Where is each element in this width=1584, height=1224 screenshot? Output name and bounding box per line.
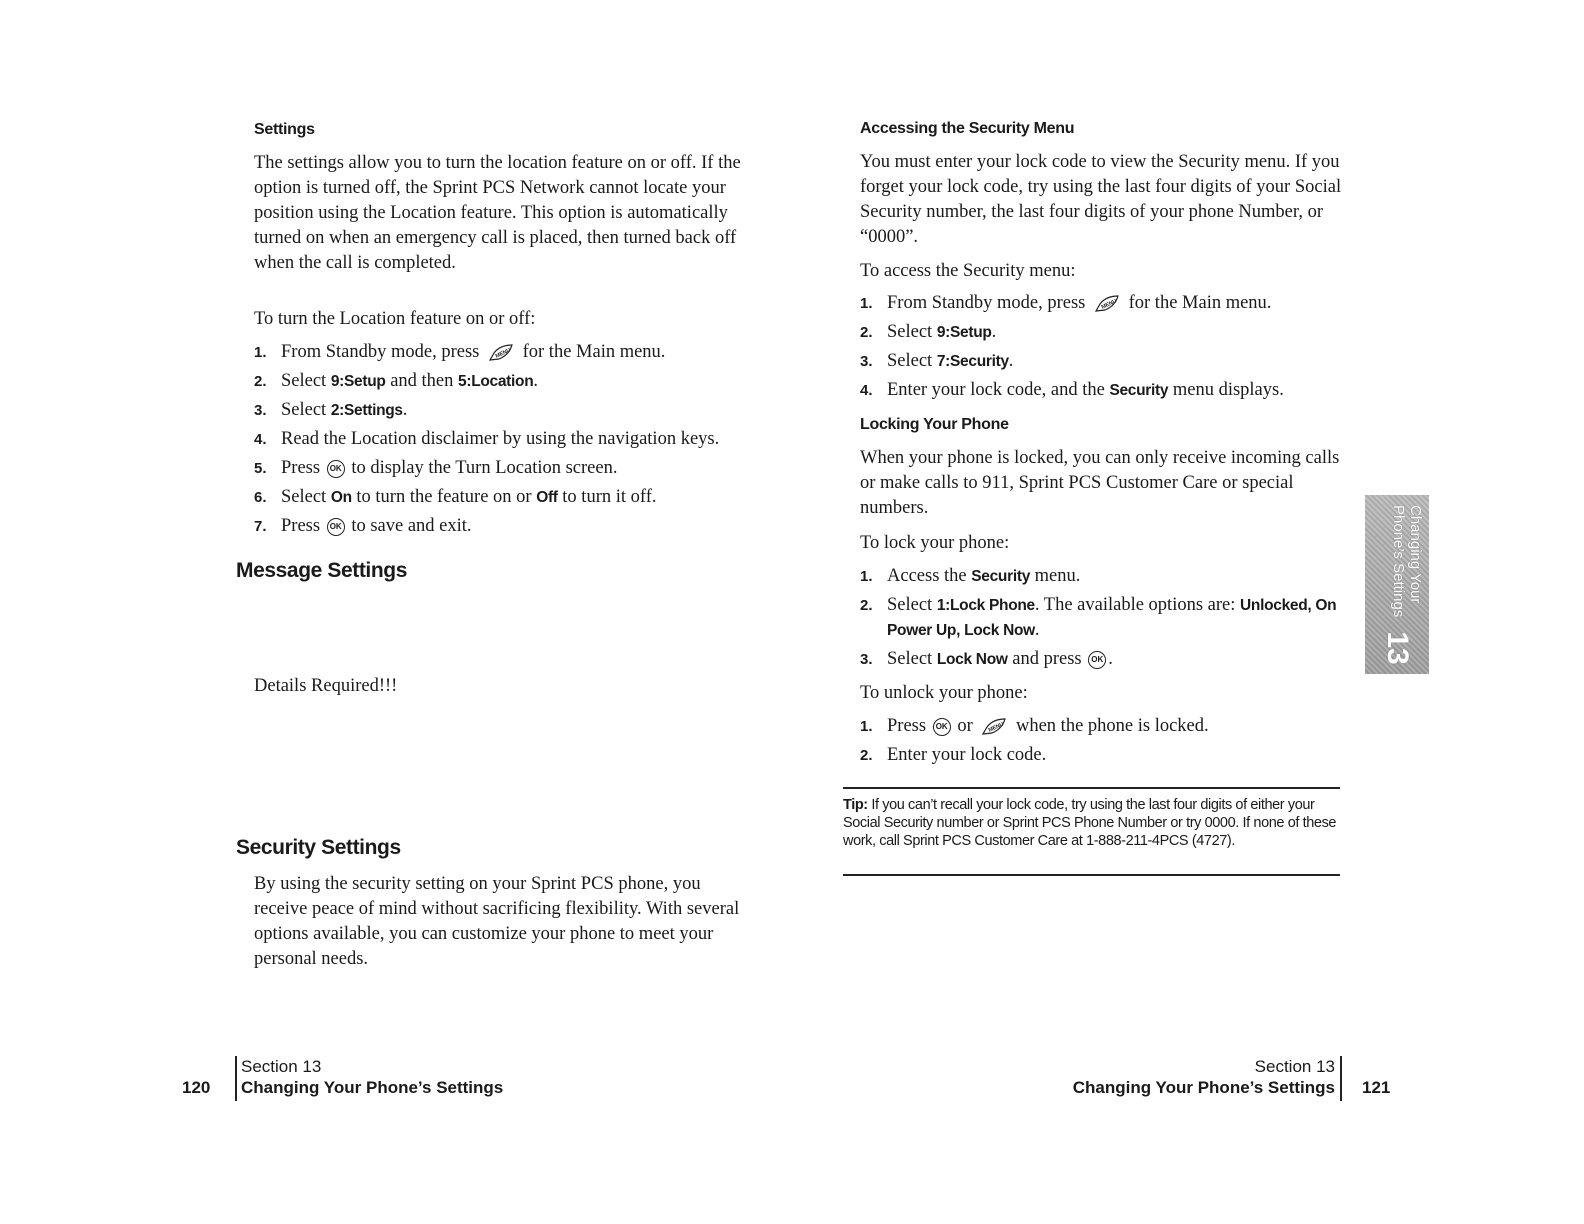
lock-intro: To lock your phone: xyxy=(860,533,1010,553)
footer-section-left: Section 13 xyxy=(241,1057,322,1076)
footer-section-right: Section 13 xyxy=(1254,1057,1335,1076)
list-item: 1. From Standby mode, press MENU for the Main menu. xyxy=(860,293,1272,313)
ok-key-icon: OK xyxy=(327,518,345,536)
access-intro: To access the Security menu: xyxy=(860,261,1076,281)
list-item: 5. Press OK to display the Turn Location screen. xyxy=(254,458,618,478)
access-steps xyxy=(860,291,1360,407)
message-settings-heading: Message Settings xyxy=(236,559,407,582)
location-steps xyxy=(254,340,754,543)
locking-paragraph: When your phone is locked, you can only receive incoming calls or make calls to 911, Sprint PCS Customer Care or special numbers. xyxy=(860,448,1340,518)
lock-steps xyxy=(860,564,1340,676)
accessing-security-heading: Accessing the Security Menu xyxy=(860,120,1075,137)
side-tab-line2: Phone’s Settings xyxy=(1390,505,1407,618)
tip-box xyxy=(843,796,1340,850)
locking-phone-heading: Locking Your Phone xyxy=(860,416,1009,433)
svg-text:MENU: MENU xyxy=(1100,298,1118,311)
list-item: 2. Select 9:Setup. xyxy=(860,322,997,342)
footer-title-left: Changing Your Phone’s Settings xyxy=(241,1078,504,1097)
accessing-paragraph: You must enter your lock code to view the Security menu. If you forget your lock code, try using the last four digits of your Social Security number, the last four digits of your phone Number, or “0000”. xyxy=(860,152,1342,247)
svg-text:MENU: MENU xyxy=(987,721,1006,734)
footer-divider xyxy=(235,1056,237,1101)
tip-text: If you can’t recall your lock code, try using the last four digits of either your Social Security number or Sprint PCS Phone Number or try 0000. If none of these work, call Sprint PCS Customer Care at 1-888-211-4PCS (4727). xyxy=(843,797,1337,849)
list-item: 3. Select Lock Now and press OK . xyxy=(860,649,1113,669)
security-paragraph: By using the security setting on your Sprint PCS phone, you receive peace of mind without sacrificing flexibility. With several options available, you can customize your phone to meet your personal needs. xyxy=(254,874,740,969)
settings-paragraph: The settings allow you to turn the location feature on or off. If the option is turned off, the Sprint PCS Network cannot locate your position using the Location feature. This option is automatically turned on when an emergency call is placed, then turned back off when the call is completed. xyxy=(254,153,741,273)
list-item: 3. Select 7:Security. xyxy=(860,351,1014,371)
list-item: 1. Press OK or MENU when the phone is locked. xyxy=(860,716,1209,736)
details-required-text: Details Required!!! xyxy=(254,676,398,696)
unlock-intro: To unlock your phone: xyxy=(860,683,1028,703)
list-item: 4. Enter your lock code, and the Security menu displays. xyxy=(860,380,1284,400)
unlock-steps xyxy=(860,714,1340,772)
side-tab-number: 13 xyxy=(1381,631,1414,665)
menu-key-icon xyxy=(1092,294,1122,314)
list-item: 2. Enter your lock code. xyxy=(860,745,1047,765)
list-item: 2. Select 1:Lock Phone. The available options are: Unlocked, On Power Up, Lock Now. xyxy=(860,595,1337,640)
page-number-right: 121 xyxy=(1362,1078,1391,1097)
footer-divider xyxy=(1340,1056,1342,1101)
tip-top-rule xyxy=(843,787,1340,789)
ok-key-icon: OK xyxy=(933,718,951,736)
tip-label: Tip: xyxy=(843,797,868,813)
list-item: 2. Select 9:Setup and then 5:Location. xyxy=(254,371,539,391)
ok-key-icon: OK xyxy=(1088,651,1106,669)
section-side-tab xyxy=(1365,495,1429,674)
list-item: 7. Press OK to save and exit. xyxy=(254,516,472,536)
settings-heading: Settings xyxy=(254,121,315,138)
list-item: 1. From Standby mode, press MENU for the Main menu. xyxy=(254,342,666,362)
menu-key-icon xyxy=(979,717,1009,737)
list-item: 1. Access the Security menu. xyxy=(860,566,1081,586)
security-settings-heading: Security Settings xyxy=(236,836,401,859)
ok-key-icon: OK xyxy=(327,460,345,478)
list-item: 3. Select 2:Settings. xyxy=(254,400,408,420)
list-item: 6. Select On to turn the feature on or Off to turn it off. xyxy=(254,487,657,507)
list-item: 4. Read the Location disclaimer by using the navigation keys. xyxy=(254,429,720,449)
menu-key-icon xyxy=(486,343,516,363)
location-intro: To turn the Location feature on or off: xyxy=(254,309,536,329)
page-number-left: 120 xyxy=(182,1078,211,1097)
svg-text:MENU: MENU xyxy=(494,347,512,360)
tip-bottom-rule xyxy=(843,874,1340,876)
side-tab-line1: Changing Your xyxy=(1407,505,1424,604)
footer-title-right: Changing Your Phone’s Settings xyxy=(1072,1078,1335,1097)
